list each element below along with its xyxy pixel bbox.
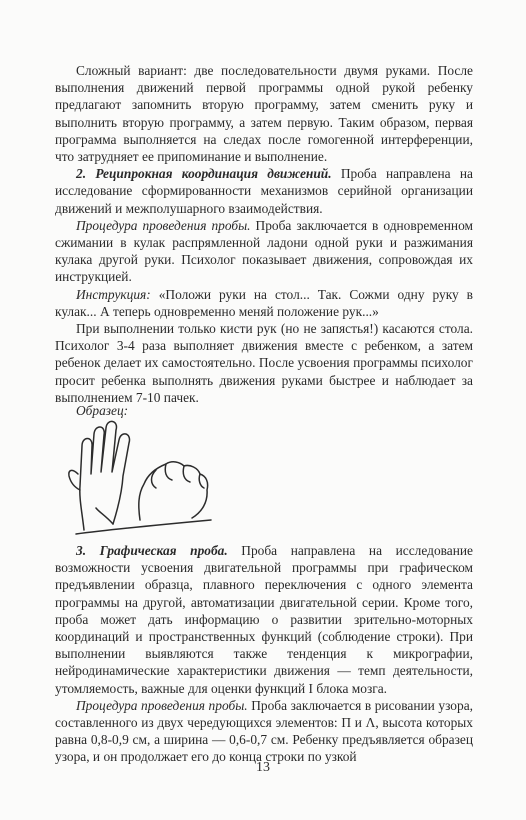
paragraph-reciprocal-coordination (55, 165, 473, 217)
paragraph-procedure-1 (55, 217, 473, 286)
section-text-graphic: Проба направлена на исследование возможности усвоения двигательной программы при графическом предъявлении образца, плавного переключения с одного элемента программы на другой, автоматизации двигательной серии. Кроме того, проба может дать информацию о развитии зрительно-моторных координаций и пространственных функций (соблюдение строки). При выполнении выявляются также тенденция к микрографии, нейродинамические характеристики движения — темп деятельности, утомляемость, важные для оценки функций I блока мозга. (55, 543, 473, 696)
sample-label: Образец: (76, 403, 129, 418)
open-palm-drawing (80, 421, 130, 530)
text-block-upper (55, 62, 473, 406)
section-heading-reciprocal: 2. Реципрокная координация движений. (76, 166, 332, 182)
fist-drawing (139, 462, 208, 520)
paragraph-instruction (55, 286, 473, 320)
section-text-reciprocal: Проба направлена на исследование сформированности механизмов серийной организации движений и межполушарного взаимодействия. (55, 166, 473, 216)
hands-illustration (66, 412, 216, 537)
section-heading-graphic: 3. Графическая проба. (76, 543, 228, 558)
instruction-heading: Инструкция: (76, 286, 151, 302)
procedure-heading-2: Процедура проведения пробы. (76, 697, 248, 713)
procedure-heading-1: Процедура проведения пробы. (76, 217, 251, 233)
procedure-text-1: Проба заключается в одновременном сжимании в кулак распрямленной ладони одной руки и разжимания кулака другой руки. Психолог показывает движения, сопровождая их инструкцией. (55, 217, 473, 285)
paragraph-procedure-2 (55, 697, 473, 766)
text-block-lower (55, 542, 473, 766)
procedure-text-2: Проба заключается в рисовании узора, составленного из двух чередующихся элементов: П и Λ, высота которых равна 0,8-0,9 см, а ширина — 0,6-0,7 см. Ребенку предъявляется образец узора, и он продолжает его до конца строки по узкой (55, 697, 473, 765)
instruction-text: «Положи руки на стол... Так. Сожми одну руку в кулак... А теперь одновременно меняй положение рук...» (55, 286, 473, 319)
paragraph-graphic-test (55, 542, 473, 697)
paragraph-execution: При выполнении только кисти рук (но не запястья!) касаются стола. Психолог 3-4 раза выполняет движения вместе с ребенком, а затем ребенок делает их самостоятельно. После усвоения программы психолог просит ребенка выполнять движения руками быстрее и наблюдает за выполнением 7-10 пачек. (55, 321, 473, 405)
page-number: 13 (256, 760, 270, 775)
table-line-drawing (76, 520, 211, 534)
paragraph-complex-variant: Сложный вариант: две последовательности двумя руками. После выполнения движений первой программы одной рукой ребенку предлагают запомнить вторую программу, затем сменить руку и выполнить вторую программу, а затем первую. Таким образом, первая программа выполняется на следах после гомогенной интерференции, что затрудняет ее припоминание и выполнение. (55, 63, 473, 165)
